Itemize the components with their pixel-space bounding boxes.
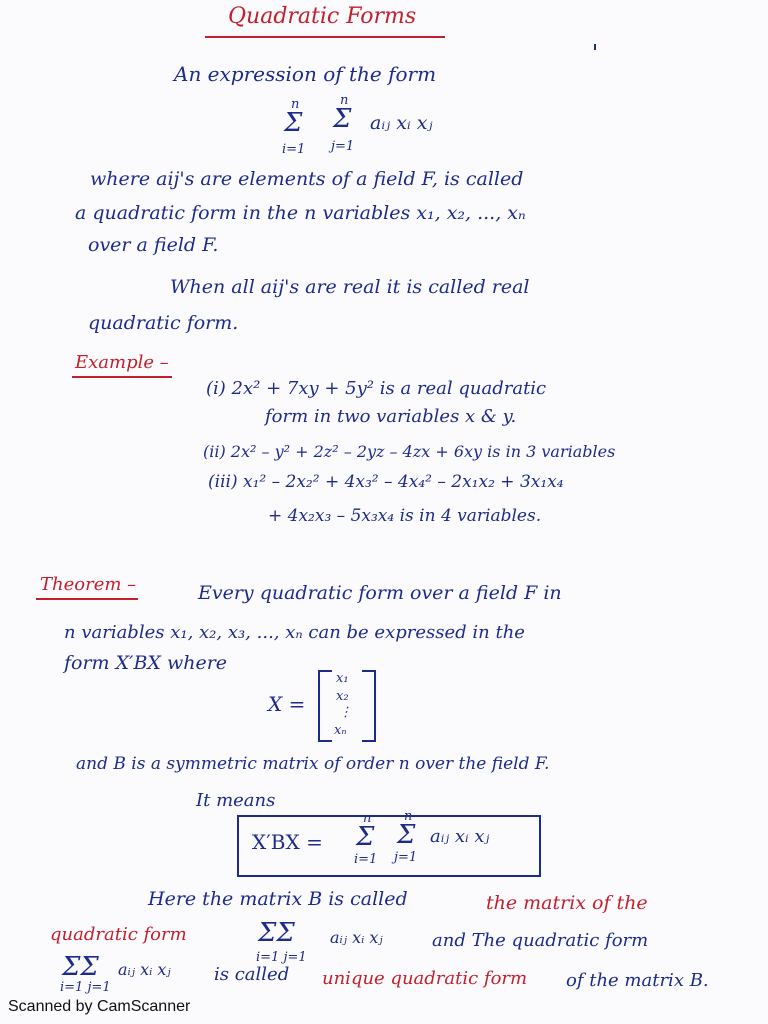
page-title: Quadratic Forms: [228, 4, 417, 29]
conclusion-line-1-red: the matrix of the: [486, 892, 648, 914]
box-lhs: X′BX =: [252, 830, 323, 854]
vector-entry-n: xₙ: [334, 723, 347, 738]
example-i-line-1: (i) 2x² + 7xy + 5y² is a real quadratic: [206, 378, 547, 399]
conclusion-line-1-blue: Here the matrix B is called: [148, 888, 408, 910]
intro-line: An expression of the form: [174, 62, 437, 86]
conclusion-line-3-limits: i=1 j=1: [60, 980, 111, 995]
example-heading: Example –: [75, 352, 169, 373]
box-sum-i: Σ: [356, 822, 375, 852]
sum-symbol-i: Σ: [284, 108, 303, 138]
conclusion-line-3-blue-2: of the matrix B.: [566, 970, 709, 991]
box-upper-j: n: [404, 809, 413, 824]
conclusion-line-3-term: aᵢⱼ xᵢ xⱼ: [118, 960, 171, 979]
box-lower-i: i=1: [354, 852, 378, 867]
definition-line-1: where aij's are elements of a field F, is called: [90, 168, 524, 190]
sum-term: aᵢⱼ xᵢ xⱼ: [370, 112, 433, 134]
title-underline: [205, 36, 445, 38]
box-term: aᵢⱼ xᵢ xⱼ: [430, 826, 490, 847]
box-upper-i: n: [363, 811, 372, 826]
definition-line-4: When all aij's are real it is called real: [170, 276, 530, 298]
definition-line-5: quadratic form.: [88, 312, 239, 334]
vector-x-label: X =: [268, 692, 306, 716]
example-iii-line-2: + 4x₂x₃ – 5x₃x₄ is in 4 variables.: [268, 506, 542, 526]
example-i-line-2: form in two variables x & y.: [265, 406, 517, 427]
sum-upper-i: n: [291, 97, 300, 112]
vector-right-bracket: [362, 670, 376, 742]
sum-lower-j: j=1: [331, 139, 355, 154]
example-underline: [72, 376, 172, 378]
theorem-line-4: and B is a symmetric matrix of order n over the field F.: [76, 754, 550, 774]
box-lower-j: j=1: [394, 850, 418, 865]
vector-entry-2: x₂: [336, 689, 349, 704]
theorem-line-5: It means: [196, 790, 276, 811]
box-sum-j: Σ: [397, 820, 416, 850]
conclusion-line-2-sum: ΣΣ: [258, 918, 295, 948]
vector-entry-1: x₁: [336, 671, 349, 686]
vector-left-bracket: [318, 670, 332, 742]
sum-symbol-j: Σ: [333, 104, 352, 134]
example-ii-line: (ii) 2x² – y² + 2z² – 2yz – 4zx + 6xy is in 3 variables: [203, 442, 616, 461]
sum-lower-i: i=1: [282, 142, 306, 157]
conclusion-line-2-red: quadratic form: [50, 924, 187, 945]
theorem-line-3: form X′BX where: [64, 652, 228, 674]
conclusion-line-2-term: aᵢⱼ xᵢ xⱼ: [330, 928, 383, 947]
definition-line-2: a quadratic form in the n variables x₁, x₂, ..., xₙ: [75, 202, 526, 224]
scanner-watermark: Scanned by CamScanner: [8, 998, 191, 1015]
definition-line-3: over a field F.: [88, 234, 219, 256]
conclusion-line-3-blue-1: is called: [214, 964, 290, 985]
theorem-line-1: Every quadratic form over a field F in: [198, 582, 562, 604]
theorem-heading: Theorem –: [40, 574, 137, 595]
conclusion-line-3-sum: ΣΣ: [62, 952, 99, 982]
conclusion-line-2-limits: i=1 j=1: [256, 950, 307, 965]
stray-mark: [594, 44, 596, 50]
sum-upper-j: n: [340, 93, 349, 108]
theorem-line-2: n variables x₁, x₂, x₃, ..., xₙ can be expressed in the: [64, 622, 525, 643]
conclusion-line-2-blue: and The quadratic form: [432, 930, 649, 951]
example-iii-line-1: (iii) x₁² – 2x₂² + 4x₃² – 4x₄² – 2x₁x₂ + 3x₁x₄: [208, 472, 564, 492]
vector-entry-dots: ⋮: [339, 705, 352, 720]
theorem-underline: [36, 598, 138, 600]
conclusion-line-3-red: unique quadratic form: [322, 968, 528, 989]
